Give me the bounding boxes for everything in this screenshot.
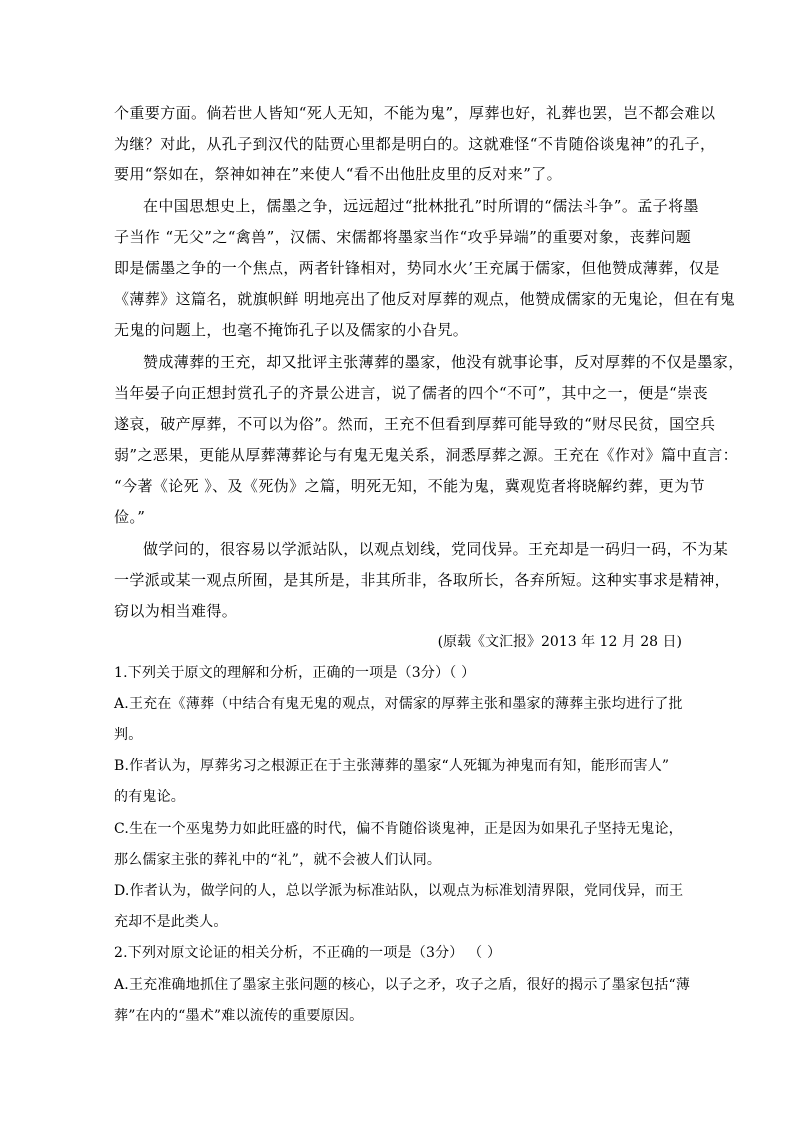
paragraph-line: 俭。” (114, 508, 146, 526)
question-1-option-c-cont: 那么儒家主张的葬礼中的“礼”，就不会被人们认同。 (114, 852, 442, 868)
question-1-option-d: D.作者认为，做学问的人，总以学派为标准站队，以观点为标准划清界限，党同伐异，而王 (114, 883, 684, 899)
paragraph-line: 为继？对此，从孔子到汉代的陆贾心里都是明白的。这就难怪“不肯随俗谈鬼神”的孔子， (114, 135, 716, 153)
question-2-option-a-cont: 葬”在内的“墨术”难以流传的重要原因。 (114, 1008, 364, 1024)
question-1-stem: 1.下列关于原文的理解和分析，正确的一项是（3分）（ ） (114, 665, 476, 681)
paragraph-line: 一学派或某一观点所囿，是其所是，非其所非，各取所长，各弃所短。这种实事求是精神， (114, 571, 731, 589)
question-1-option-a: A.王充在《薄葬（中结合有鬼无鬼的观点，对儒家的厚葬主张和墨家的薄葬主张均进行了批 (114, 696, 683, 712)
paragraph-line: 弱”之恶果，更能从厚葬薄葬论与有鬼无鬼关系，洞悉厚葬之源。王充在《作对》篇中直言： (114, 446, 739, 464)
paragraph-line: 做学问的，很容易以学派站队，以观点划线，党同伐异。王充却是一码归一码，不为某 (143, 540, 729, 558)
question-1-option-b: B.作者认为，厚葬劣习之根源正在于主张薄葬的墨家“人死辄为神鬼而有知，能形而害人” (114, 758, 670, 774)
question-1-option-b-cont: 的有鬼论。 (114, 789, 185, 805)
paragraph-line: 子当作 “无父”之“禽兽”，汉儒、宋儒都将墨家当作“攻乎异端”的重要对象，丧葬问题 (114, 228, 692, 246)
question-2-option-a: A.王充准确地抓住了墨家主张问题的核心，以子之矛，攻子之盾，很好的揭示了墨家包括“薄 (114, 977, 691, 993)
paragraph-line: “今著《论死 》、及《死伪》之篇，明死无知，不能为鬼，冀观览者将晓解约葬，更为节 (114, 477, 705, 495)
paragraph-line: 赞成薄葬的王充，却又批评主张薄葬的墨家，他没有就事论事，反对厚葬的不仅是墨家， (143, 353, 744, 371)
paragraph-line: 无鬼的问题上，也毫不掩饰孔子以及儒家的小旮旯。 (114, 321, 469, 339)
question-1-option-a-cont: 判。 (114, 727, 143, 743)
question-2-stem: 2.下列对原文论证的相关分析，不正确的一项是（3分） （ ） (114, 945, 502, 961)
paragraph-line: 即是儒墨之争的一个焦点，两者针锋相对，势同水火’王充属于儒家，但他赞成薄葬，仅是 (114, 259, 720, 277)
paragraph-line: 遂哀，破产厚葬，不可以为俗”。然而，王充不但看到厚葬可能导致的“财尽民贫，国空兵 (114, 415, 716, 433)
paragraph-line: 在中国思想史上，儒墨之争，远远超过“批林批孔”时所谓的“儒法斗争”。孟子将墨 (143, 197, 699, 215)
paragraph-line: 个重要方面。倘若世人皆知“死人无知，不能为鬼”，厚葬也好，礼葬也罢，岂不都会难以 (114, 104, 716, 122)
paragraph-line: 《薄葬》这篇名，就旗帜鲜 明地亮出了他反对厚葬的观点，他赞成儒家的无鬼论，但在有鬼 (114, 290, 736, 308)
paragraph-line: 当年晏子向正想封赏孔子的齐景公进言，说了儒者的四个“不可”，其中之一，便是“崇丧 (114, 384, 709, 402)
question-1-option-d-cont: 充却不是此类人。 (114, 914, 228, 930)
question-1-option-c: C.生在一个巫鬼势力如此旺盛的时代，偏不肯随俗谈鬼神，正是因为如果孔子坚持无鬼论， (114, 821, 683, 837)
paragraph-line: 窃以为相当难得。 (114, 602, 238, 620)
paragraph-line: 要用“祭如在，祭神如神在”来使人“看不出他肚皮里的反对来”了。 (114, 165, 563, 183)
source-citation: (原载《文汇报》2013 年 12 月 28 日) (437, 634, 682, 650)
